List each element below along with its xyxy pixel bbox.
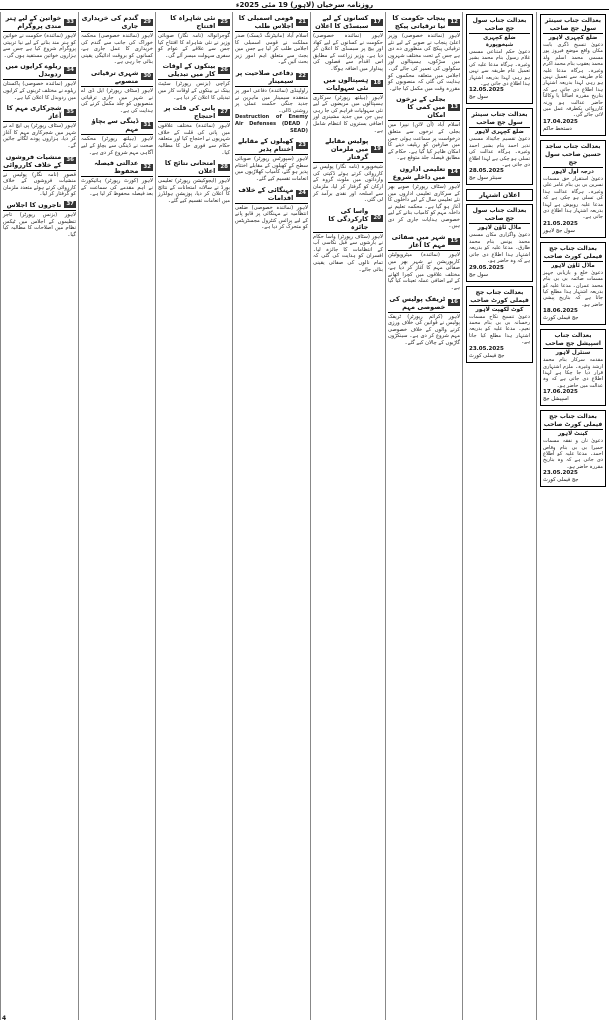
story-body: لاہور (نمائندہ) مختلف علاقوں میں پانی کی قلت کے خلاف شہریوں نے احتجاج کیا اور متعلقہ حکام سے فوری حل کا مطالبہ کیا۔ (158, 123, 230, 156)
story-headline: دفاعی صلاحیت پر سیمینار (235, 68, 294, 85)
story-headline-row (313, 76, 383, 94)
news-story (235, 14, 308, 66)
notice-body: مقدمہ سرکار بنام محمد ارشد وغیرہ۔ ملزم اشتہاری قرار دیا جا چکا ہے لہذا اطلاع دی جاتی ہے کہ وہ عدالت میں حاضر ہو۔ (543, 357, 603, 389)
story-number-badge: 22 (298, 73, 306, 80)
column-content (537, 14, 609, 487)
story-headline: شہر میں صفائی مہم کا آغاز (391, 233, 446, 250)
story-headline: نئی شاہراہ کا افتتاح (170, 14, 216, 30)
story-body: لاہور (نمائندہ خصوصی) وزیر اعلیٰ پنجاب نے صوبے کے لیے نئے ترقیاتی پیکج کی منظوری دے دی ہے جس کے تحت مختلف شہروں میں سڑکوں، ہسپتالوں اور سکولوں کی تعمیر کی جائے گی۔ اجلاس میں متعلقہ محکموں کو ہدایت کی گئی کہ منصوبوں کو مقررہ وقت میں مکمل کیا جائے۔ (388, 33, 460, 92)
story-headline-row (388, 14, 460, 32)
news-story (3, 62, 76, 101)
story-number-badge: 29 (143, 18, 151, 25)
story-headline-row (3, 62, 76, 80)
notice-date: 21.05.2025 (543, 220, 578, 227)
story-headline: بجلی کے نرخوں میں کمی کا امکان (396, 95, 446, 120)
notice-signature: سول جج (469, 94, 488, 101)
story-number-badge: 30 (143, 73, 151, 80)
english-term-text: Destruction of Enemy Air Defenses (DEAD / SEAD) (235, 114, 308, 134)
story-headline-row (313, 14, 383, 32)
story-headline-row (388, 95, 460, 121)
news-story (158, 104, 230, 156)
story-headline-row (3, 104, 76, 122)
story-body: اسلام آباد (آن لائن) نیپرا میں بجلی کے نرخوں سے متعلق درخواست پر سماعت ہوئی جس میں صارفین کو ریلیف دینے کا امکان ظاہر کیا گیا ہے۔ حکام کے مطابق فیصلہ جلد متوقع ہے۔ (388, 122, 460, 162)
news-story (388, 95, 460, 162)
notice-body: دعویٰ نان و نفقہ مسمات حمیرا بی بی بنام وقاص احمد۔ مدعا علیہ کو اطلاع دی جاتی ہے کہ وہ بتاریخ مقررہ حاضر ہو۔ (543, 438, 603, 470)
story-headline-row (388, 295, 460, 313)
story-headline-row (158, 14, 230, 32)
story-headline: مہنگائی کے خلاف اقدامات (238, 185, 294, 202)
notice-court-location: سنٹرل لاہور (555, 350, 591, 357)
notice-signature: سول جج لاہور (543, 227, 575, 234)
story-headline-row (158, 62, 230, 80)
story-body: لاہور (کورٹ رپورٹر) ہائیکورٹ نے اہم مقدمے کی سماعت کے بعد فیصلہ محفوظ کر لیا ہے۔ (81, 178, 153, 198)
court-notice (540, 410, 606, 487)
story-headline-row (81, 14, 153, 32)
news-story (313, 76, 383, 135)
notice-signature: جج فیملی کورٹ (543, 315, 579, 322)
story-number-badge: 15 (450, 237, 458, 244)
story-number-badge: 31 (143, 121, 151, 128)
story-headline: قومی اسمبلی کا اجلاس طلب (238, 14, 294, 30)
story-body: لاہور (کرائم رپورٹر) ٹریفک پولیس نے قوانین کی خلاف ورزی کرنے والوں کے خلاف خصوصی مہم شروع کر دی ہے۔ سینکڑوں گاڑیوں کے چالان کیے گئے۔ (388, 313, 460, 346)
column-content (1, 14, 78, 238)
story-number-badge: 27 (220, 108, 228, 115)
story-body: کراچی (بزنس رپورٹر) سٹیٹ بینک نے بینکوں کے اوقات کار میں تبدیلی کا اعلان کر دیا ہے۔ (158, 81, 230, 101)
notice-court-location: درجہ اول لاہور (552, 168, 594, 175)
story-body: قصور (نامہ نگار) پولیس نے منشیات فروشوں کے خلاف کارروائی کرتے ہوئے متعدد ملزمان کو گرفتار کر لیا۔ (3, 171, 76, 198)
notice-body: دعویٰ تنسیخ نکاح مسمات رخسانہ بی بی بنام محمد نعیم۔ مدعا علیہ کو بذریعہ اشتہار ہذا مطلع کیا جاتا ہے۔ (469, 313, 530, 346)
story-body: لاہور (ہیلتھ رپورٹر) محکمہ صحت نے ڈینگی سے بچاؤ کے لیے آگاہی مہم شروع کر دی ہے۔ (81, 136, 153, 156)
court-notice (540, 14, 606, 136)
story-body: گوجرانوالہ (نامہ نگار) صوبائی وزیر نے نئی شاہراہ کا افتتاح کیا جس سے علاقے کے عوام کو سفری سہولت میسر آئے گی۔ (158, 33, 230, 59)
story-headline: شجرکاری مہم کا آغاز (6, 104, 62, 121)
story-body: لاہور (نمائندہ خصوصی) پاکستان ریلوے نے مختلف ٹرینوں کے کرایوں میں ردوبدل کا اعلان کیا ہے۔ (3, 81, 76, 101)
news-story (235, 137, 308, 182)
notice-court-location: کوٹ لکھپت لاہور (475, 306, 524, 313)
story-headline-row (388, 165, 460, 183)
column-5 (232, 12, 310, 1020)
news-story (313, 137, 383, 204)
story-number-badge: 35 (66, 108, 74, 115)
column-4 (310, 12, 385, 1020)
notice-signature: جج فیملی کورٹ (469, 352, 505, 359)
story-body: لاہور (سٹاف رپورٹر) پی ایچ اے نے شہر میں شجرکاری مہم کا آغاز کر دیا، ہزاروں پودے لگائے جائیں گے۔ (3, 123, 76, 149)
column-content (311, 14, 385, 273)
story-body: لاہور (ہیلتھ رپورٹر) سرکاری ہسپتالوں میں مریضوں کے لیے نئی سہولیات فراہم کی جا رہی ہیں جن میں جدید مشینری اور اضافی بستروں کا انتظام شامل ہے۔ (313, 94, 383, 134)
column-1 (536, 12, 609, 1020)
story-body: لاہور (نمائندہ خصوصی) ضلعی انتظامیہ نے مہنگائی پر قابو پانے کے لیے پرائس کنٹرول مجسٹریٹس کو متحرک کر دیا ہے۔ (235, 204, 308, 231)
story-headline: تاجروں کا اجلاس (6, 200, 62, 209)
news-story (81, 159, 153, 198)
story-number-badge: 25 (220, 18, 228, 25)
story-number-badge: 18 (373, 80, 381, 87)
news-story (313, 207, 383, 274)
story-body: لاہور (ایجوکیشن رپورٹر) تعلیمی بورڈ نے سالانہ امتحانات کے نتائج کا اعلان کر دیا، پوزیشن ہولڈرز میں انعامات تقسیم کیے گئے۔ (158, 178, 230, 204)
story-headline-row (158, 104, 230, 122)
story-number-badge: 37 (66, 201, 74, 208)
story-headline-row (81, 69, 153, 87)
story-headline-row (235, 69, 308, 87)
news-story (388, 233, 460, 292)
story-headline: پانی کی قلت پر احتجاج (164, 104, 216, 121)
story-headline-row (158, 159, 230, 177)
notice-signature: اسپیشل جج (543, 396, 569, 403)
notice-date: 17.06.2025 (543, 389, 578, 396)
story-headline-row (3, 14, 76, 32)
news-story (388, 165, 460, 230)
news-story (3, 104, 76, 149)
column-6 (155, 12, 232, 1020)
column-7 (78, 12, 155, 1020)
notice-court-location: ضلع کچہری شیخوپورہ (483, 35, 516, 48)
story-headline: ٹریفک پولیس کی خصوصی مہم (389, 294, 446, 311)
notice-date: 18.06.2025 (543, 308, 578, 315)
announcement-box-title: اعلان اشتہار (466, 189, 533, 201)
masthead-dateline (0, 0, 609, 10)
story-body: لاہور (نمائندہ خصوصی) حکومت نے کسانوں کے لیے کھاد اور بیج پر سبسڈی کا اعلان کر دیا ہے۔ وزیر زراعت کے مطابق اس اقدام سے فصلوں کی پیداوار میں اضافہ ہوگا۔ (313, 33, 383, 72)
court-notice (466, 204, 533, 281)
story-body: اسلام آباد (مانیٹرنگ ڈیسک) صدر مملکت نے قومی اسمبلی کا اجلاس طلب کر لیا ہے جس میں بجٹ سے متعلق اہم امور زیر بحث آئیں گے۔ (235, 33, 308, 66)
column-content (386, 14, 462, 347)
notice-court-title: بعدالت جناب جج فیملی کورٹ صاحب (543, 413, 603, 429)
news-story (3, 14, 76, 59)
story-number-badge: 16 (450, 299, 458, 306)
notice-court-title: بعدالت جناب سینئر سول جج صاحب (543, 17, 603, 34)
notice-date: 12.05.2025 (469, 87, 504, 94)
news-story (81, 14, 153, 66)
story-headline: شہری ترقیاتی منصوبے (91, 68, 139, 85)
column-3 (385, 12, 462, 1020)
news-story (235, 186, 308, 231)
story-number-badge: 28 (220, 163, 228, 170)
story-headline: خواتین کے لیے ہنر مندی پروگرام (5, 14, 62, 30)
news-story (388, 295, 460, 347)
news-story (3, 153, 76, 198)
story-headline-row (313, 207, 383, 233)
notice-court-location: ماڈل ٹاؤن لاہور (551, 262, 595, 269)
notice-body: دعویٰ استقرار حق مسمات نسرین بی بی بنام عامر علی وغیرہ۔ ہرگاہ عدالت ہذا کی تسلی ہو چکی ہے کہ مدعا علیہ روپوش ہے لہذا بذریعہ اشتہار ہذا اطلاع دی جاتی ہے۔ (543, 175, 603, 221)
story-body: راولپنڈی (نمائندہ) دفاعی امور پر منعقدہ سیمینار میں ماہرین نے جدید جنگی حکمت عملی پر روشنی ڈالی۔ (235, 87, 308, 114)
notice-signature: جج فیملی کورٹ (543, 477, 579, 484)
column-content (463, 14, 536, 363)
notice-date: 23.05.2025 (543, 470, 578, 477)
story-headline-row (313, 137, 383, 163)
story-headline: عدالتی فیصلہ محفوظ (94, 159, 139, 176)
story-headline-row (81, 117, 153, 135)
story-body: لاہور (نمائندہ) میٹروپولیٹن کارپوریشن نے شہر بھر میں صفائی مہم کا آغاز کر دیا ہے، مختلف علاقوں میں کچرا اٹھانے کے لیے اضافی عملہ تعینات کیا گیا ہے۔ (388, 252, 460, 292)
notice-date: 23.05.2025 (469, 345, 504, 352)
notice-body: دعویٰ تقسیم جائیداد مسمی نذیر احمد بنام بشیر احمد وغیرہ۔ ہرگاہ عدالت کی تسلی ہو چکی ہے لہذا اطلاع دی جاتی ہے۔ (469, 136, 530, 169)
notice-body: دعویٰ تنسیخ ڈگری بابت مکان واقع موضع فیروز پور مسمی محمد اسلم ولد محمد یعقوب بنام محمد اکرم وغیرہ۔ ہرگاہ مدعا علیہ عام طریقہ سے تعمیل نہیں ہو رہی لہذا بذریعہ اشتہار ہذا اطلاع دی جاتی ہے کہ بتاریخ مقررہ اصالتاً یا وکالتاً حاضر عدالت ہو ورنہ کارروائی یکطرفہ عمل میں لائی جائے گی۔ (543, 42, 603, 119)
story-headline: گندم کی خریداری جاری (81, 14, 139, 30)
story-headline-row (3, 201, 76, 211)
notice-date: 17.04.2025 (543, 118, 578, 125)
story-headline: پولیس مقابلے میں ملزمان گرفتار (325, 137, 369, 162)
notice-date: 29.05.2025 (469, 264, 504, 271)
notice-court-location: ضلع کچہری لاہور (548, 35, 598, 41)
story-headline-row (388, 233, 460, 251)
page-number: 4 (2, 1015, 7, 1022)
news-story (81, 69, 153, 114)
story-number-badge: 24 (298, 190, 306, 196)
court-notice (466, 286, 533, 363)
notice-signature: دستخط حاکم (543, 125, 572, 132)
notice-court-location: کینٹ لاہور (558, 431, 588, 438)
story-body: لاہور (بزنس رپورٹر) تاجر تنظیموں کے اجلاس میں ٹیکس نظام میں اصلاحات کا مطالبہ کیا گیا۔ (3, 211, 76, 238)
story-number-badge: 26 (220, 66, 228, 73)
story-body: شیخوپورہ (نامہ نگار) پولیس نے کارروائی کرتے ہوئے ڈکیتی کی وارداتوں میں ملوث گروہ کے ارکان کو گرفتار کر لیا، ملزمان سے اسلحہ اور نقدی برآمد کر لی گئی۔ (313, 164, 383, 204)
notice-signature: سول جج (469, 271, 488, 278)
story-headline: امتحانی نتائج کا اعلان (164, 159, 216, 176)
notice-body: دعویٰ خلع و بازیابی جہیز مسمات صائمہ بی بی بنام محمد عمران۔ مدعا علیہ کو بذریعہ اشتہار ہذا مطلع کیا جاتا ہے کہ بتاریخ پیشی حاضر ہو۔ (543, 269, 603, 308)
news-story (158, 159, 230, 204)
notice-court-title: بعدالت جناب سینئر سول جج صاحب (469, 111, 530, 128)
notice-court-location: ماڈل ٹاؤن لاہور (477, 225, 522, 232)
news-story (235, 69, 308, 134)
court-notice (466, 108, 533, 185)
story-number-badge: 12 (450, 18, 458, 25)
story-number-badge: 32 (143, 163, 151, 170)
story-headline: ڈینگی سے بچاؤ مہم (91, 117, 139, 134)
news-story (3, 201, 76, 238)
dateline-text: روزنامہ سرخیاں (لاہور) 19 مئی 2025ء (235, 0, 374, 9)
story-number-badge: 36 (66, 157, 74, 164)
story-number-badge: 19 (373, 145, 381, 152)
news-story (81, 117, 153, 156)
notice-body: دعویٰ واگزاری مکان مسمی محمد یونس بنام محمد طارق۔ مدعا علیہ کو بذریعہ اشتہار ہذا اطلاع دی جاتی ہے کہ وہ حاضر ہو۔ (469, 232, 530, 265)
story-number-badge: 23 (298, 141, 306, 148)
story-headline: کسانوں کے لیے سبسڈی کا اعلان (315, 14, 369, 30)
story-headline: ریلوے کرایوں میں ردوبدل (5, 62, 62, 79)
notice-court-title: بعدالت جناب جج فیملی کورٹ صاحب (470, 288, 529, 304)
story-headline: واسا کی کارکردگی کا جائزہ (328, 206, 369, 231)
news-story (158, 14, 230, 59)
column-content (233, 14, 310, 231)
story-headline: کھیلوں کے مقابلے اختتام پذیر (238, 137, 294, 154)
story-headline-row (235, 137, 308, 155)
story-headline-row (3, 153, 76, 171)
news-story (158, 62, 230, 101)
column-2 (462, 12, 536, 1020)
story-headline: تعلیمی اداروں میں داخلے شروع (392, 164, 446, 181)
story-english-term (235, 114, 308, 134)
story-headline-row (235, 14, 308, 32)
story-number-badge: 20 (373, 215, 381, 222)
story-headline: بینکوں کے اوقات کار میں تبدیلی (162, 62, 216, 79)
notice-court-title: بعدالت جناب سول جج صاحب (469, 17, 530, 34)
story-body: لاہور (سٹاف رپورٹر) واسا حکام نے بارشوں سے قبل نکاسی آب کے انتظامات کا جائزہ لیا۔ افسران کو ہدایت کی گئی کہ تمام نالوں کی صفائی یقینی بنائی جائے۔ (313, 233, 383, 273)
notice-body: دعویٰ حکم امتناعی مسمی غلام رسول بنام محمد بشیر وغیرہ۔ ہرگاہ مدعا علیہ کی تعمیل عام طریقہ سے نہیں ہو رہی لہذا بذریعہ اشتہار ہذا اطلاع دی جاتی ہے۔ (469, 49, 530, 88)
court-notice (540, 329, 606, 406)
story-headline: ہسپتالوں میں نئی سہولیات (323, 75, 369, 92)
story-headline-row (81, 159, 153, 177)
notice-court-title: بعدالت جناب اسپیشل جج صاحب (543, 332, 603, 349)
story-number-badge: 33 (66, 18, 74, 25)
story-body: لاہور (نمائندہ) حکومت نے خواتین کو ہنر مند بنانے کے لیے نیا تربیتی پروگرام شروع کیا ہے جس سے ہزاروں خواتین مستفید ہوں گی۔ (3, 33, 76, 59)
story-body: لاہور (نمائندہ خصوصی) محکمہ خوراک کی جانب سے گندم کی خریداری کا عمل جاری ہے، کسانوں کو بروقت ادائیگی یقینی بنائی جا رہی ہے۔ (81, 33, 153, 66)
column-8 (0, 12, 78, 1020)
notice-court-location: ضلع کچہری لاہور (475, 129, 524, 136)
notice-signature: سینئر سول جج (469, 175, 502, 182)
notice-court-title: بعدالت جناب ساجد حسین صاحب سول جج (544, 142, 602, 166)
story-body: لاہور (سپورٹس رپورٹر) صوبائی سطح کے کھیلوں کے مقابلے اختتام پذیر ہو گئے، کامیاب کھلاڑیوں میں انعامات تقسیم کیے گئے۔ (235, 156, 308, 182)
column-content (79, 14, 155, 198)
story-number-badge: 13 (450, 103, 458, 110)
story-number-badge: 34 (66, 66, 74, 73)
court-notice (466, 14, 533, 104)
court-notice (540, 242, 606, 325)
story-body: لاہور (سٹاف رپورٹر) صوبے بھر کے سرکاری تعلیمی اداروں میں نئے تعلیمی سال کے لیے داخلوں کا آغاز ہو گیا ہے۔ محکمہ تعلیم نے داخلہ مہم کو کامیاب بنانے کے لیے خصوصی ہدایات جاری کر دی ہیں۔ (388, 183, 460, 230)
story-number-badge: 21 (298, 18, 306, 25)
column-content (156, 14, 232, 205)
story-number-badge: 17 (373, 18, 381, 25)
story-headline: پنجاب حکومت کا نیا ترقیاتی پیکج (392, 14, 446, 30)
story-body: لاہور (سٹاف رپورٹر) ایل ڈی اے نے شہر میں جاری ترقیاتی منصوبوں کو جلد مکمل کرنے کی ہدایت کی ہے۔ (81, 87, 153, 114)
notice-date: 28.05.2025 (469, 168, 504, 175)
court-notice (540, 140, 606, 238)
news-story (388, 14, 460, 92)
story-headline-row (235, 186, 308, 204)
story-headline: منشیات فروشوں کے خلاف کارروائی (3, 152, 62, 169)
story-number-badge: 14 (450, 169, 458, 176)
notice-court-title: بعدالت جناب سول جج صاحب (469, 207, 530, 224)
news-story (313, 14, 383, 73)
notice-court-title: بعدالت جناب جج فیملی کورٹ صاحب (543, 244, 603, 260)
